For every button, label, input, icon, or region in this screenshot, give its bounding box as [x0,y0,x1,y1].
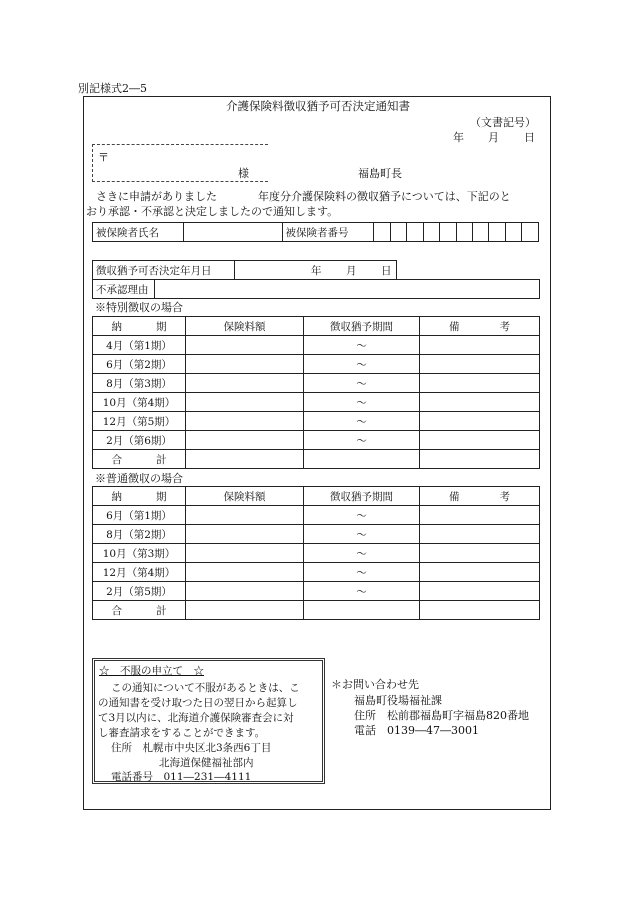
contact-address: 住所 松前郡福島町字福島820番地 [354,709,529,722]
insured-name-value[interactable] [183,223,282,242]
normal-header-amount: 保険料額 [186,487,304,506]
reason-label: 不承認理由 [93,280,155,299]
special-term-cell[interactable]: ～ [304,355,420,374]
appeal-line: し審査請求をすることができます。 [98,727,266,739]
document-title: 介護保険料徴収猶予可否決定通知書 [226,99,410,113]
special-period: 10月（第4期） [93,393,186,412]
special-term-cell[interactable]: ～ [304,431,420,450]
normal-row [93,563,540,582]
postal-mark: 〒 [98,151,109,164]
insured-number-digit[interactable] [440,223,456,242]
special-note-cell[interactable] [420,412,540,431]
normal-amount-cell[interactable] [186,582,304,601]
normal-row [93,544,540,563]
special-period: 12月（第5期） [93,412,186,431]
decision-day: 日 [381,265,392,277]
normal-term-cell[interactable]: ～ [304,563,420,582]
special-note-cell[interactable] [420,336,540,355]
document-number: （文書記号） [470,116,536,129]
special-header-amount: 保険料額 [186,317,304,336]
special-total-note[interactable] [420,450,540,469]
normal-total-amount[interactable] [186,601,304,620]
special-term-cell[interactable]: ～ [304,412,420,431]
appeal-title: ☆ 不服の申立て ☆ [99,665,204,677]
decision-month: 月 [346,265,357,277]
special-note-cell[interactable] [420,431,540,450]
special-amount-cell[interactable] [186,355,304,374]
normal-term-cell[interactable]: ～ [304,525,420,544]
special-header-note: 備 考 [420,317,540,336]
special-row [93,393,540,412]
normal-header-period: 納 期 [93,487,186,506]
appeal-office: 北海道保健福祉部内 [159,757,254,769]
reason-table [92,279,540,299]
addressee-honorific: 様 [238,167,249,180]
special-amount-cell[interactable] [186,393,304,412]
normal-note-cell[interactable] [420,506,540,525]
intro-line1-b: 年度分介護保険料の徴収猶予については、下記のと [258,190,511,203]
special-note-cell[interactable] [420,393,540,412]
normal-term-cell[interactable]: ～ [304,582,420,601]
intro-line2: おり承認・不承認と決定しましたので通知します。 [86,205,339,218]
contact-phone: 電話 0139―47―3001 [354,724,479,737]
insured-number-digit[interactable] [374,223,390,242]
normal-table [92,486,540,620]
normal-term-cell[interactable]: ～ [304,506,420,525]
decision-date-value[interactable] [235,261,397,280]
appeal-phone: 電話番号 011―231―4111 [111,771,252,783]
date-year: 年 [453,131,464,144]
normal-row [93,525,540,544]
normal-period: 8月（第2期） [93,525,186,544]
intro-line1-a: さきに申請がありました [96,190,217,203]
normal-term-cell[interactable]: ～ [304,544,420,563]
normal-total-term[interactable] [304,601,420,620]
special-header-period: 納 期 [93,317,186,336]
appeal-box [92,658,325,784]
insured-number-digit[interactable] [423,223,439,242]
special-period: 2月（第6期） [93,431,186,450]
special-amount-cell[interactable] [186,336,304,355]
contact-org: 福島町役場福祉課 [354,694,442,707]
reason-value[interactable] [155,280,540,299]
normal-note-cell[interactable] [420,563,540,582]
normal-row [93,506,540,525]
special-term-cell[interactable]: ～ [304,393,420,412]
special-table [92,316,540,469]
date-day: 日 [524,131,535,144]
insured-number-digit[interactable] [473,223,489,242]
special-header-term: 徴収猶予期間 [304,317,420,336]
insured-number-label: 被保険者番号 [282,223,374,242]
insured-number-digit[interactable] [390,223,406,242]
appeal-line: て3月以内に、北海道介護保険審査会に対 [98,712,294,724]
insured-number-digit[interactable] [522,223,539,242]
special-period: 8月（第3期） [93,374,186,393]
normal-header-note: 備 考 [420,487,540,506]
decision-date-table [92,260,397,280]
insured-number-digit[interactable] [505,223,521,242]
sender-name: 福島町長 [358,167,402,180]
normal-amount-cell[interactable] [186,544,304,563]
appeal-line: の通知書を受け取つた日の翌日から起算し [98,697,298,709]
normal-period: 2月（第5期） [93,582,186,601]
normal-period: 12月（第4期） [93,563,186,582]
normal-amount-cell[interactable] [186,563,304,582]
normal-total-label: 合 計 [93,601,186,620]
special-period: 6月（第2期） [93,355,186,374]
normal-note-cell[interactable] [420,525,540,544]
normal-note-cell[interactable] [420,544,540,563]
form-label: 別記様式2―5 [78,82,147,95]
normal-header-term: 徴収猶予期間 [304,487,420,506]
insured-number-digit[interactable] [407,223,423,242]
special-term-cell[interactable]: ～ [304,374,420,393]
normal-amount-cell[interactable] [186,525,304,544]
appeal-line: この通知について不服があるときは、こ [111,682,300,694]
appeal-address: 住所 札幌市中央区北3条西6丁目 [111,742,272,754]
special-note-cell[interactable] [420,374,540,393]
special-heading: ※特別徴収の場合 [95,301,183,314]
contact-heading: ＊お問い合わせ先 [331,678,419,691]
normal-period: 10月（第3期） [93,544,186,563]
insured-name-label: 被保険者氏名 [93,223,184,242]
special-row [93,374,540,393]
normal-heading: ※普通徴収の場合 [95,472,183,485]
special-period: 4月（第1期） [93,336,186,355]
special-row [93,431,540,450]
special-note-cell[interactable] [420,355,540,374]
date-month: 月 [488,131,499,144]
normal-period: 6月（第1期） [93,506,186,525]
normal-total-note[interactable] [420,601,540,620]
special-total-term[interactable] [304,450,420,469]
special-total-label: 合 計 [93,450,186,469]
insured-number-digit[interactable] [489,223,505,242]
insured-number-digit[interactable] [456,223,472,242]
normal-note-cell[interactable] [420,582,540,601]
special-amount-cell[interactable] [186,431,304,450]
decision-year: 年 [311,265,322,277]
special-row [93,355,540,374]
decision-date-label: 徴収猶予可否決定年月日 [93,261,235,280]
special-amount-cell[interactable] [186,412,304,431]
insured-table [92,222,539,242]
special-total-amount[interactable] [186,450,304,469]
special-row [93,336,540,355]
normal-amount-cell[interactable] [186,506,304,525]
normal-row [93,582,540,601]
special-row [93,412,540,431]
special-term-cell[interactable]: ～ [304,336,420,355]
special-amount-cell[interactable] [186,374,304,393]
